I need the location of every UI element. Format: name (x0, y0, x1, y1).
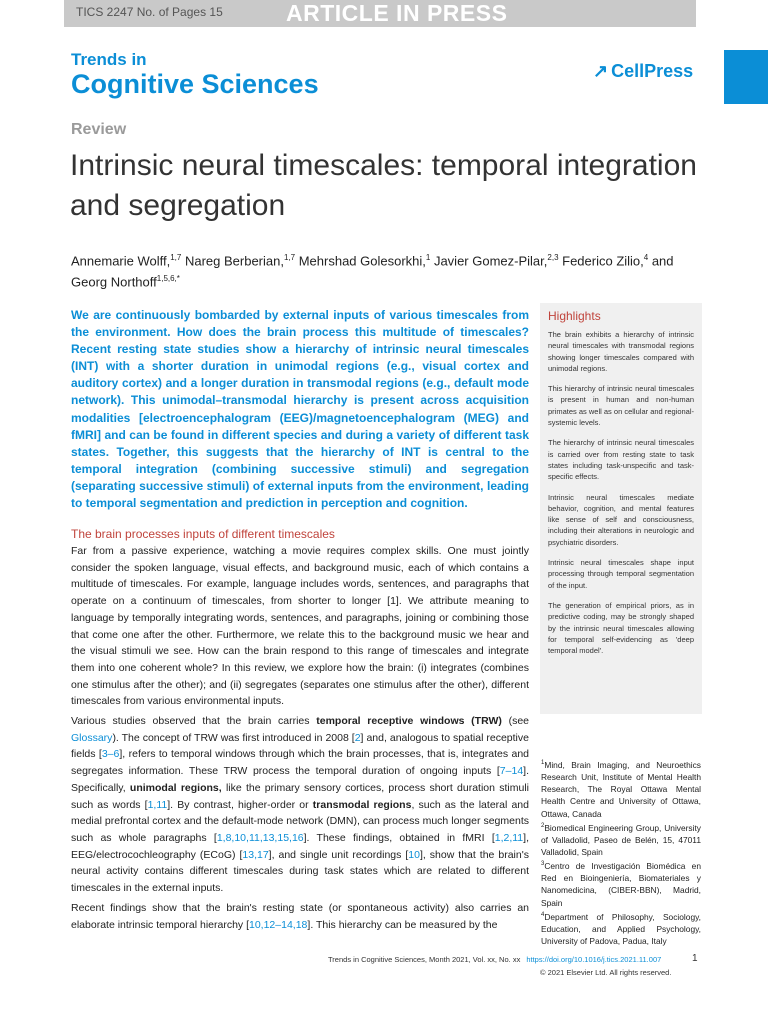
reference-link[interactable]: 10,12–14,18 (249, 918, 308, 931)
author-affiliation-marker: 1,7 (170, 253, 182, 262)
doi-link[interactable]: https://doi.org/10.1016/j.tics.2021.11.007 (526, 955, 662, 964)
highlight-item: Intrinsic neural timescales shape input processing through temporal segmentation of the input. (548, 558, 694, 590)
body-text: ], EEG/electrocochleography (ECoG) [ (71, 831, 529, 861)
highlights-title: Highlights (548, 309, 601, 323)
reference-link[interactable]: 2 (354, 731, 361, 744)
author-name[interactable]: and Georg Northoff (71, 253, 674, 290)
journal-name-line2[interactable]: Cognitive Sciences (71, 69, 319, 99)
footer-citation (328, 955, 661, 964)
abstract: We are continuously bombarded by external inputs of various timescales from the environment. How does the brain process this multitude of timescales? Recent resting state studies show a hierarchy of intrinsic neural timescales (INT) with a shorter duration in unimodal regions (e.g., visual cortex and auditory cortex) and a longer duration in transmodal regions (e.g., default mode network). This unimodal–transmodal hierarchy is present across acquisition modalities [electroencephalogram (EEG)/magnetoencephalogram (MEG) and fMRI] and can be found in different species and during a variety of different task states. Together, this suggests that the hierarchy of INT is central to the temporal integration (combining successive stimuli) and segregation (separating successive stimuli) of external inputs from the environment, leading to temporal segmentation and prediction in perception and cognition. (71, 308, 529, 511)
body-text: ]. By contrast, higher-order or (167, 798, 313, 811)
body-text: ]. This hierarchy can be measured by the (307, 918, 498, 931)
author-affiliation-marker: 1,7 (283, 253, 296, 262)
affiliation-text: Mind, Brain Imaging, and Neuroethics Research Unit, Institute of Mental Health Research, The Royal Ottawa Mental Health Centre and University of Ottawa, Ottawa, Canada (541, 759, 701, 819)
body-text: like the primary sensory cortices, process short duration stimuli such as words [ (71, 781, 529, 811)
glossary-term: transmodal regions (312, 798, 412, 811)
reference-link[interactable]: Glossary (71, 731, 113, 744)
affiliation-text: Centro de Investigación Biomédica en Red en Bioingeniería, Biomateriales y Nanomedicina, (CIBER-BBN), Madrid, Spain (541, 861, 701, 908)
copyright: © 2021 Elsevier Ltd. All rights reserved. (540, 968, 672, 977)
reference-link[interactable]: 13,17 (242, 848, 269, 861)
reference-link[interactable]: 10 (408, 848, 420, 861)
affiliation-entry (541, 820, 701, 858)
body-text: ], refers to temporal windows through which the brain processes, that is, integrates and segregates information. These TRW process the temporal duration of ongoing inputs [ (71, 748, 529, 778)
author-list (71, 249, 691, 292)
affiliation-number: 3 (541, 861, 545, 868)
body-text: Recent findings show that the brain's resting state (or spontaneous activity) also carries an elaborate intrinsic temporal hierarchy [ (71, 902, 529, 931)
corner-tab (724, 50, 768, 104)
body-text: Various studies observed that the brain carries (71, 715, 317, 727)
author-affiliation-marker: 1,5,6,* (156, 274, 180, 284)
highlight-item: Intrinsic neural timescales mediate behavior, cognition, and mental features like sense of self and consciousness, including their alterations in neurologic and psychiatric disorders. (548, 492, 694, 547)
article-status: ARTICLE IN PRESS (286, 0, 508, 26)
body-text: , such as the lateral and medial prefrontal cortex and the default-mode network (DMN), can process much longer segments such as whole paragraphs [ (71, 798, 529, 844)
highlights-box (540, 303, 702, 714)
affiliation-text: Biomedical Engineering Group, University of Valladolid, Paseo de Belén, 15, 47011 Valladolid, Spain (541, 822, 701, 858)
highlight-item: The brain exhibits a hierarchy of intrinsic neural timescales with transmodal regions showing longer timescales compared with unimodal regions. (548, 330, 694, 373)
reference-link[interactable]: 1,2,11 (494, 831, 524, 844)
author-name[interactable]: Annemarie Wolff, (71, 253, 171, 269)
body-text: ] and, analogous to spatial receptive fields [ (71, 731, 529, 761)
glossary-term: temporal receptive windows (TRW) (316, 715, 502, 727)
highlight-item: The generation of empirical priors, as in predictive coding, may be strongly shaped by the intrinsic neural timescales allowing for temporal self-evidencing as 'deep temporal model'. (548, 600, 694, 656)
author-name[interactable]: Nareg Berberian, (181, 253, 284, 269)
affiliations (541, 757, 701, 947)
affiliation-number: 1 (541, 760, 545, 766)
body-text: ], show that the brain's neural activity contains different timescales during task states which are related to different timescales in the external inputs. (71, 848, 529, 895)
author-affiliation-marker: 1 (425, 253, 431, 262)
publisher-logo[interactable] (593, 61, 693, 82)
article-type: Review (71, 121, 127, 138)
author-affiliation-marker: 4 (643, 253, 649, 262)
body-paragraph-3 (71, 900, 529, 933)
affiliation-entry (541, 858, 701, 909)
body-text: (see (501, 715, 530, 727)
cellpress-logo-icon: ↗ (593, 61, 609, 81)
highlight-item: This hierarchy of intrinsic neural timescales is present in human and non-human primates as well as on cellular and regional-systemic levels. (548, 384, 694, 428)
glossary-term: unimodal regions, (129, 781, 222, 794)
body-text: ). The concept of TRW was first introduced in 2008 [ (112, 731, 355, 744)
reference-link[interactable]: 7–14 (499, 765, 524, 778)
body-text: ], and single unit recordings [ (268, 848, 409, 861)
body-text: ]. These findings, obtained in fMRI [ (303, 831, 495, 844)
article-in-press-banner (64, 0, 696, 27)
reference-link[interactable]: 3–6 (101, 748, 120, 761)
citation-text: Trends in Cognitive Sciences, Month 2021, Vol. xx, No. xx (328, 955, 521, 964)
highlight-item: The hierarchy of intrinsic neural timescales is carried over from resting state to task states including task-unspecific and task-specific effects. (548, 438, 694, 482)
body-text: ]. Specifically, (71, 765, 529, 794)
author-affiliation-marker: 2,3 (547, 253, 559, 262)
body-paragraph-1: Far from a passive experience, watching a movie requires complex skills. One must jointly consider the spoken language, visual effects, and background music, each of which contains a multitude of timescales. For example, language includes words, sentences, and paragraphs that operate on a continuum of timescales, from shorter to longer [1]. We attribute meaning to language by temporally integrating words, sentences, and paragraphs, joining or combining those that come one after the other. Furthermore, we relate this to the background music we hear and the visual stimuli we see. How can the brain respond to this range of timescales and integrate them into one coherent whole? In this review, we explore how the brain: (i) integrates (combines one stimulus after the other); and (ii) segregates (separates one stimulus after the other), different timescales from various environmental inputs. (71, 545, 529, 708)
article-title: Intrinsic neural timescales: temporal integration and segregation (70, 149, 697, 222)
reference-link[interactable]: 1,8,10,11,13,15,16 (216, 831, 304, 844)
section-heading: The brain processes inputs of different timescales (71, 527, 335, 541)
author-name[interactable]: Federico Zilio, (558, 253, 644, 269)
affiliation-number: 2 (541, 822, 545, 829)
reference-link[interactable]: 1,11 (147, 798, 168, 811)
affiliation-text: Department of Philosophy, Sociology, Education, and Applied Psychology, University of Padova, Padua, Italy (541, 911, 701, 947)
author-name[interactable]: Javier Gomez-Pilar, (430, 253, 548, 269)
affiliation-number: 4 (541, 911, 545, 918)
affiliation-entry (541, 909, 701, 947)
publisher-name: CellPress (611, 61, 694, 81)
page-number: 1 (692, 953, 698, 964)
author-name[interactable]: Mehrshad Golesorkhi, (295, 253, 426, 269)
affiliation-entry (541, 757, 701, 820)
manuscript-code: TICS 2247 No. of Pages 15 (76, 5, 223, 19)
journal-name-line1[interactable]: Trends in (71, 50, 147, 69)
body-paragraph-2 (71, 713, 529, 897)
